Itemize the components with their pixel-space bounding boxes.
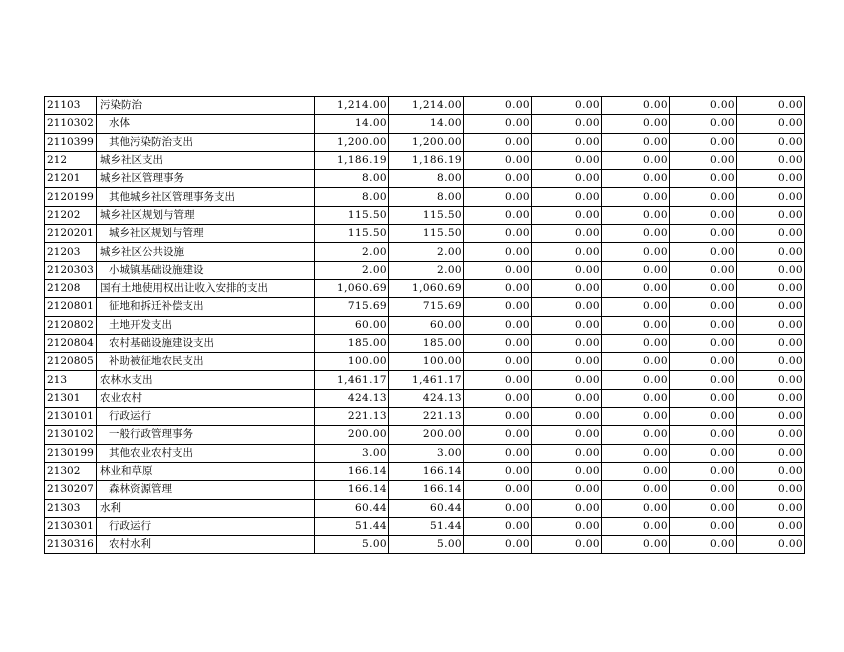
amount-cell: 0.00 bbox=[532, 97, 602, 115]
amount-cell: 0.00 bbox=[464, 408, 532, 426]
amount-cell: 0.00 bbox=[532, 426, 602, 444]
amount-cell: 0.00 bbox=[464, 389, 532, 407]
amount-cell: 0.00 bbox=[670, 316, 737, 334]
amount-cell: 0.00 bbox=[602, 151, 670, 169]
subject-name-cell: 其他污染防治支出 bbox=[97, 133, 315, 151]
amount-cell: 1,214.00 bbox=[315, 97, 389, 115]
amount-cell: 0.00 bbox=[464, 298, 532, 316]
amount-cell: 60.00 bbox=[315, 316, 389, 334]
amount-cell: 0.00 bbox=[737, 151, 805, 169]
amount-cell: 0.00 bbox=[602, 408, 670, 426]
amount-cell: 1,461.17 bbox=[315, 371, 389, 389]
amount-cell: 0.00 bbox=[670, 151, 737, 169]
amount-cell: 0.00 bbox=[464, 151, 532, 169]
amount-cell: 0.00 bbox=[464, 517, 532, 535]
amount-cell: 0.00 bbox=[532, 408, 602, 426]
amount-cell: 0.00 bbox=[532, 371, 602, 389]
amount-cell: 5.00 bbox=[389, 536, 464, 554]
amount-cell: 424.13 bbox=[315, 389, 389, 407]
amount-cell: 0.00 bbox=[464, 170, 532, 188]
subject-code-cell: 2130101 bbox=[45, 408, 97, 426]
amount-cell: 0.00 bbox=[464, 206, 532, 224]
amount-cell: 221.13 bbox=[315, 408, 389, 426]
amount-cell: 0.00 bbox=[670, 133, 737, 151]
amount-cell: 0.00 bbox=[464, 225, 532, 243]
amount-cell: 60.44 bbox=[315, 499, 389, 517]
amount-cell: 0.00 bbox=[602, 206, 670, 224]
amount-cell: 0.00 bbox=[670, 389, 737, 407]
table-row bbox=[45, 188, 805, 206]
table-row bbox=[45, 97, 805, 115]
amount-cell: 0.00 bbox=[602, 188, 670, 206]
table-row bbox=[45, 444, 805, 462]
table-row bbox=[45, 298, 805, 316]
amount-cell: 0.00 bbox=[532, 481, 602, 499]
subject-code-cell: 21301 bbox=[45, 389, 97, 407]
amount-cell: 0.00 bbox=[670, 115, 737, 133]
amount-cell: 0.00 bbox=[737, 371, 805, 389]
amount-cell: 0.00 bbox=[737, 261, 805, 279]
subject-name-cell: 土地开发支出 bbox=[97, 316, 315, 334]
subject-code-cell: 21201 bbox=[45, 170, 97, 188]
amount-cell: 115.50 bbox=[389, 225, 464, 243]
amount-cell: 0.00 bbox=[602, 481, 670, 499]
subject-code-cell: 2130207 bbox=[45, 481, 97, 499]
amount-cell: 0.00 bbox=[464, 462, 532, 480]
amount-cell: 0.00 bbox=[464, 97, 532, 115]
table-row bbox=[45, 426, 805, 444]
subject-name-cell: 城乡社区规划与管理 bbox=[97, 225, 315, 243]
amount-cell: 8.00 bbox=[389, 188, 464, 206]
amount-cell: 1,060.69 bbox=[315, 279, 389, 297]
table-row bbox=[45, 316, 805, 334]
subject-name-cell: 行政运行 bbox=[97, 408, 315, 426]
amount-cell: 0.00 bbox=[737, 115, 805, 133]
amount-cell: 0.00 bbox=[602, 389, 670, 407]
amount-cell: 0.00 bbox=[464, 481, 532, 499]
subject-code-cell: 2120201 bbox=[45, 225, 97, 243]
amount-cell: 0.00 bbox=[670, 517, 737, 535]
amount-cell: 0.00 bbox=[670, 243, 737, 261]
table-row bbox=[45, 462, 805, 480]
subject-code-cell: 2130301 bbox=[45, 517, 97, 535]
amount-cell: 200.00 bbox=[389, 426, 464, 444]
amount-cell: 0.00 bbox=[532, 444, 602, 462]
amount-cell: 1,200.00 bbox=[315, 133, 389, 151]
amount-cell: 424.13 bbox=[389, 389, 464, 407]
amount-cell: 0.00 bbox=[737, 517, 805, 535]
amount-cell: 0.00 bbox=[670, 206, 737, 224]
amount-cell: 0.00 bbox=[464, 371, 532, 389]
subject-code-cell: 2130199 bbox=[45, 444, 97, 462]
amount-cell: 0.00 bbox=[464, 499, 532, 517]
subject-code-cell: 213 bbox=[45, 371, 97, 389]
subject-code-cell: 212 bbox=[45, 151, 97, 169]
amount-cell: 100.00 bbox=[389, 353, 464, 371]
amount-cell: 0.00 bbox=[670, 481, 737, 499]
table-row bbox=[45, 371, 805, 389]
amount-cell: 8.00 bbox=[315, 188, 389, 206]
amount-cell: 0.00 bbox=[464, 444, 532, 462]
amount-cell: 0.00 bbox=[464, 115, 532, 133]
amount-cell: 0.00 bbox=[602, 536, 670, 554]
table-row bbox=[45, 334, 805, 352]
subject-name-cell: 水利 bbox=[97, 499, 315, 517]
amount-cell: 0.00 bbox=[532, 517, 602, 535]
amount-cell: 0.00 bbox=[670, 353, 737, 371]
amount-cell: 0.00 bbox=[464, 279, 532, 297]
subject-name-cell: 水体 bbox=[97, 115, 315, 133]
subject-name-cell: 小城镇基础设施建设 bbox=[97, 261, 315, 279]
amount-cell: 0.00 bbox=[532, 462, 602, 480]
table-row bbox=[45, 389, 805, 407]
amount-cell: 0.00 bbox=[532, 298, 602, 316]
subject-name-cell: 森林资源管理 bbox=[97, 481, 315, 499]
amount-cell: 0.00 bbox=[532, 243, 602, 261]
amount-cell: 166.14 bbox=[389, 462, 464, 480]
amount-cell: 0.00 bbox=[464, 536, 532, 554]
amount-cell: 3.00 bbox=[389, 444, 464, 462]
amount-cell: 0.00 bbox=[602, 334, 670, 352]
amount-cell: 0.00 bbox=[464, 188, 532, 206]
subject-code-cell: 21208 bbox=[45, 279, 97, 297]
subject-code-cell: 2120801 bbox=[45, 298, 97, 316]
amount-cell: 715.69 bbox=[389, 298, 464, 316]
amount-cell: 0.00 bbox=[737, 170, 805, 188]
amount-cell: 0.00 bbox=[737, 444, 805, 462]
subject-name-cell: 城乡社区管理事务 bbox=[97, 170, 315, 188]
amount-cell: 115.50 bbox=[315, 206, 389, 224]
table-body bbox=[45, 97, 805, 554]
amount-cell: 0.00 bbox=[670, 170, 737, 188]
amount-cell: 0.00 bbox=[532, 188, 602, 206]
subject-name-cell: 补助被征地农民支出 bbox=[97, 353, 315, 371]
subject-name-cell: 林业和草原 bbox=[97, 462, 315, 480]
subject-code-cell: 2120303 bbox=[45, 261, 97, 279]
amount-cell: 0.00 bbox=[602, 243, 670, 261]
table-row bbox=[45, 206, 805, 224]
subject-name-cell: 其他农业农村支出 bbox=[97, 444, 315, 462]
subject-code-cell: 21302 bbox=[45, 462, 97, 480]
table-row bbox=[45, 261, 805, 279]
amount-cell: 0.00 bbox=[532, 334, 602, 352]
subject-code-cell: 2120805 bbox=[45, 353, 97, 371]
subject-code-cell: 2110302 bbox=[45, 115, 97, 133]
amount-cell: 0.00 bbox=[737, 499, 805, 517]
subject-code-cell: 2120804 bbox=[45, 334, 97, 352]
amount-cell: 0.00 bbox=[464, 316, 532, 334]
amount-cell: 166.14 bbox=[315, 481, 389, 499]
amount-cell: 0.00 bbox=[670, 225, 737, 243]
amount-cell: 14.00 bbox=[315, 115, 389, 133]
amount-cell: 0.00 bbox=[464, 426, 532, 444]
amount-cell: 715.69 bbox=[315, 298, 389, 316]
table-row bbox=[45, 151, 805, 169]
amount-cell: 0.00 bbox=[737, 481, 805, 499]
amount-cell: 0.00 bbox=[670, 462, 737, 480]
amount-cell: 0.00 bbox=[464, 133, 532, 151]
amount-cell: 0.00 bbox=[670, 188, 737, 206]
amount-cell: 0.00 bbox=[532, 225, 602, 243]
subject-code-cell: 2120199 bbox=[45, 188, 97, 206]
amount-cell: 5.00 bbox=[315, 536, 389, 554]
subject-name-cell: 城乡社区支出 bbox=[97, 151, 315, 169]
amount-cell: 200.00 bbox=[315, 426, 389, 444]
subject-name-cell: 其他城乡社区管理事务支出 bbox=[97, 188, 315, 206]
amount-cell: 2.00 bbox=[389, 243, 464, 261]
amount-cell: 0.00 bbox=[737, 279, 805, 297]
amount-cell: 0.00 bbox=[670, 279, 737, 297]
amount-cell: 0.00 bbox=[602, 170, 670, 188]
subject-code-cell: 2130102 bbox=[45, 426, 97, 444]
amount-cell: 0.00 bbox=[532, 151, 602, 169]
amount-cell: 0.00 bbox=[737, 334, 805, 352]
amount-cell: 51.44 bbox=[389, 517, 464, 535]
subject-name-cell: 农业农村 bbox=[97, 389, 315, 407]
amount-cell: 0.00 bbox=[532, 279, 602, 297]
amount-cell: 221.13 bbox=[389, 408, 464, 426]
amount-cell: 0.00 bbox=[737, 536, 805, 554]
amount-cell: 115.50 bbox=[389, 206, 464, 224]
subject-code-cell: 2110399 bbox=[45, 133, 97, 151]
amount-cell: 1,186.19 bbox=[315, 151, 389, 169]
amount-cell: 0.00 bbox=[532, 353, 602, 371]
table-row bbox=[45, 499, 805, 517]
amount-cell: 2.00 bbox=[315, 243, 389, 261]
amount-cell: 0.00 bbox=[532, 389, 602, 407]
amount-cell: 0.00 bbox=[737, 426, 805, 444]
subject-code-cell: 2130316 bbox=[45, 536, 97, 554]
amount-cell: 115.50 bbox=[315, 225, 389, 243]
amount-cell: 0.00 bbox=[532, 115, 602, 133]
amount-cell: 1,200.00 bbox=[389, 133, 464, 151]
amount-cell: 0.00 bbox=[532, 261, 602, 279]
amount-cell: 0.00 bbox=[532, 133, 602, 151]
budget-table bbox=[44, 96, 805, 554]
amount-cell: 0.00 bbox=[464, 261, 532, 279]
amount-cell: 0.00 bbox=[737, 133, 805, 151]
amount-cell: 60.00 bbox=[389, 316, 464, 334]
amount-cell: 0.00 bbox=[602, 517, 670, 535]
subject-name-cell: 国有土地使用权出让收入安排的支出 bbox=[97, 279, 315, 297]
amount-cell: 1,461.17 bbox=[389, 371, 464, 389]
amount-cell: 0.00 bbox=[464, 334, 532, 352]
amount-cell: 0.00 bbox=[670, 408, 737, 426]
amount-cell: 185.00 bbox=[315, 334, 389, 352]
amount-cell: 2.00 bbox=[389, 261, 464, 279]
amount-cell: 1,060.69 bbox=[389, 279, 464, 297]
subject-name-cell: 农林水支出 bbox=[97, 371, 315, 389]
amount-cell: 0.00 bbox=[670, 499, 737, 517]
subject-code-cell: 21202 bbox=[45, 206, 97, 224]
amount-cell: 8.00 bbox=[315, 170, 389, 188]
amount-cell: 0.00 bbox=[464, 353, 532, 371]
amount-cell: 0.00 bbox=[737, 206, 805, 224]
amount-cell: 0.00 bbox=[737, 389, 805, 407]
amount-cell: 0.00 bbox=[670, 334, 737, 352]
amount-cell: 0.00 bbox=[602, 426, 670, 444]
amount-cell: 0.00 bbox=[602, 279, 670, 297]
subject-code-cell: 21203 bbox=[45, 243, 97, 261]
amount-cell: 0.00 bbox=[602, 115, 670, 133]
subject-name-cell: 征地和拆迁补偿支出 bbox=[97, 298, 315, 316]
table-row bbox=[45, 517, 805, 535]
amount-cell: 0.00 bbox=[602, 353, 670, 371]
subject-name-cell: 城乡社区规划与管理 bbox=[97, 206, 315, 224]
amount-cell: 0.00 bbox=[737, 243, 805, 261]
subject-name-cell: 行政运行 bbox=[97, 517, 315, 535]
amount-cell: 0.00 bbox=[737, 462, 805, 480]
amount-cell: 0.00 bbox=[737, 408, 805, 426]
amount-cell: 0.00 bbox=[602, 444, 670, 462]
amount-cell: 0.00 bbox=[602, 97, 670, 115]
table-row bbox=[45, 170, 805, 188]
amount-cell: 1,186.19 bbox=[389, 151, 464, 169]
amount-cell: 51.44 bbox=[315, 517, 389, 535]
table-row bbox=[45, 133, 805, 151]
amount-cell: 0.00 bbox=[532, 316, 602, 334]
subject-name-cell: 污染防治 bbox=[97, 97, 315, 115]
amount-cell: 0.00 bbox=[737, 353, 805, 371]
amount-cell: 14.00 bbox=[389, 115, 464, 133]
subject-code-cell: 2120802 bbox=[45, 316, 97, 334]
subject-name-cell: 城乡社区公共设施 bbox=[97, 243, 315, 261]
amount-cell: 0.00 bbox=[670, 536, 737, 554]
amount-cell: 166.14 bbox=[389, 481, 464, 499]
subject-name-cell: 农村水利 bbox=[97, 536, 315, 554]
table-row bbox=[45, 536, 805, 554]
amount-cell: 0.00 bbox=[670, 97, 737, 115]
subject-name-cell: 农村基础设施建设支出 bbox=[97, 334, 315, 352]
amount-cell: 0.00 bbox=[737, 316, 805, 334]
amount-cell: 0.00 bbox=[602, 499, 670, 517]
amount-cell: 0.00 bbox=[532, 206, 602, 224]
table-row bbox=[45, 481, 805, 499]
table-row bbox=[45, 243, 805, 261]
amount-cell: 0.00 bbox=[602, 261, 670, 279]
amount-cell: 1,214.00 bbox=[389, 97, 464, 115]
amount-cell: 0.00 bbox=[532, 536, 602, 554]
amount-cell: 0.00 bbox=[670, 444, 737, 462]
amount-cell: 0.00 bbox=[532, 170, 602, 188]
amount-cell: 3.00 bbox=[315, 444, 389, 462]
amount-cell: 0.00 bbox=[602, 225, 670, 243]
amount-cell: 0.00 bbox=[670, 261, 737, 279]
amount-cell: 185.00 bbox=[389, 334, 464, 352]
amount-cell: 0.00 bbox=[602, 298, 670, 316]
amount-cell: 0.00 bbox=[737, 225, 805, 243]
table-row bbox=[45, 353, 805, 371]
table-row bbox=[45, 279, 805, 297]
table-row bbox=[45, 408, 805, 426]
amount-cell: 0.00 bbox=[737, 298, 805, 316]
amount-cell: 0.00 bbox=[602, 371, 670, 389]
subject-name-cell: 一般行政管理事务 bbox=[97, 426, 315, 444]
amount-cell: 0.00 bbox=[737, 97, 805, 115]
amount-cell: 0.00 bbox=[670, 371, 737, 389]
amount-cell: 0.00 bbox=[532, 499, 602, 517]
table-row bbox=[45, 115, 805, 133]
amount-cell: 0.00 bbox=[602, 133, 670, 151]
amount-cell: 100.00 bbox=[315, 353, 389, 371]
amount-cell: 2.00 bbox=[315, 261, 389, 279]
table-row bbox=[45, 225, 805, 243]
subject-code-cell: 21303 bbox=[45, 499, 97, 517]
amount-cell: 0.00 bbox=[737, 188, 805, 206]
amount-cell: 8.00 bbox=[389, 170, 464, 188]
amount-cell: 0.00 bbox=[464, 243, 532, 261]
amount-cell: 0.00 bbox=[670, 426, 737, 444]
amount-cell: 0.00 bbox=[670, 298, 737, 316]
amount-cell: 166.14 bbox=[315, 462, 389, 480]
amount-cell: 60.44 bbox=[389, 499, 464, 517]
amount-cell: 0.00 bbox=[602, 316, 670, 334]
amount-cell: 0.00 bbox=[602, 462, 670, 480]
subject-code-cell: 21103 bbox=[45, 97, 97, 115]
